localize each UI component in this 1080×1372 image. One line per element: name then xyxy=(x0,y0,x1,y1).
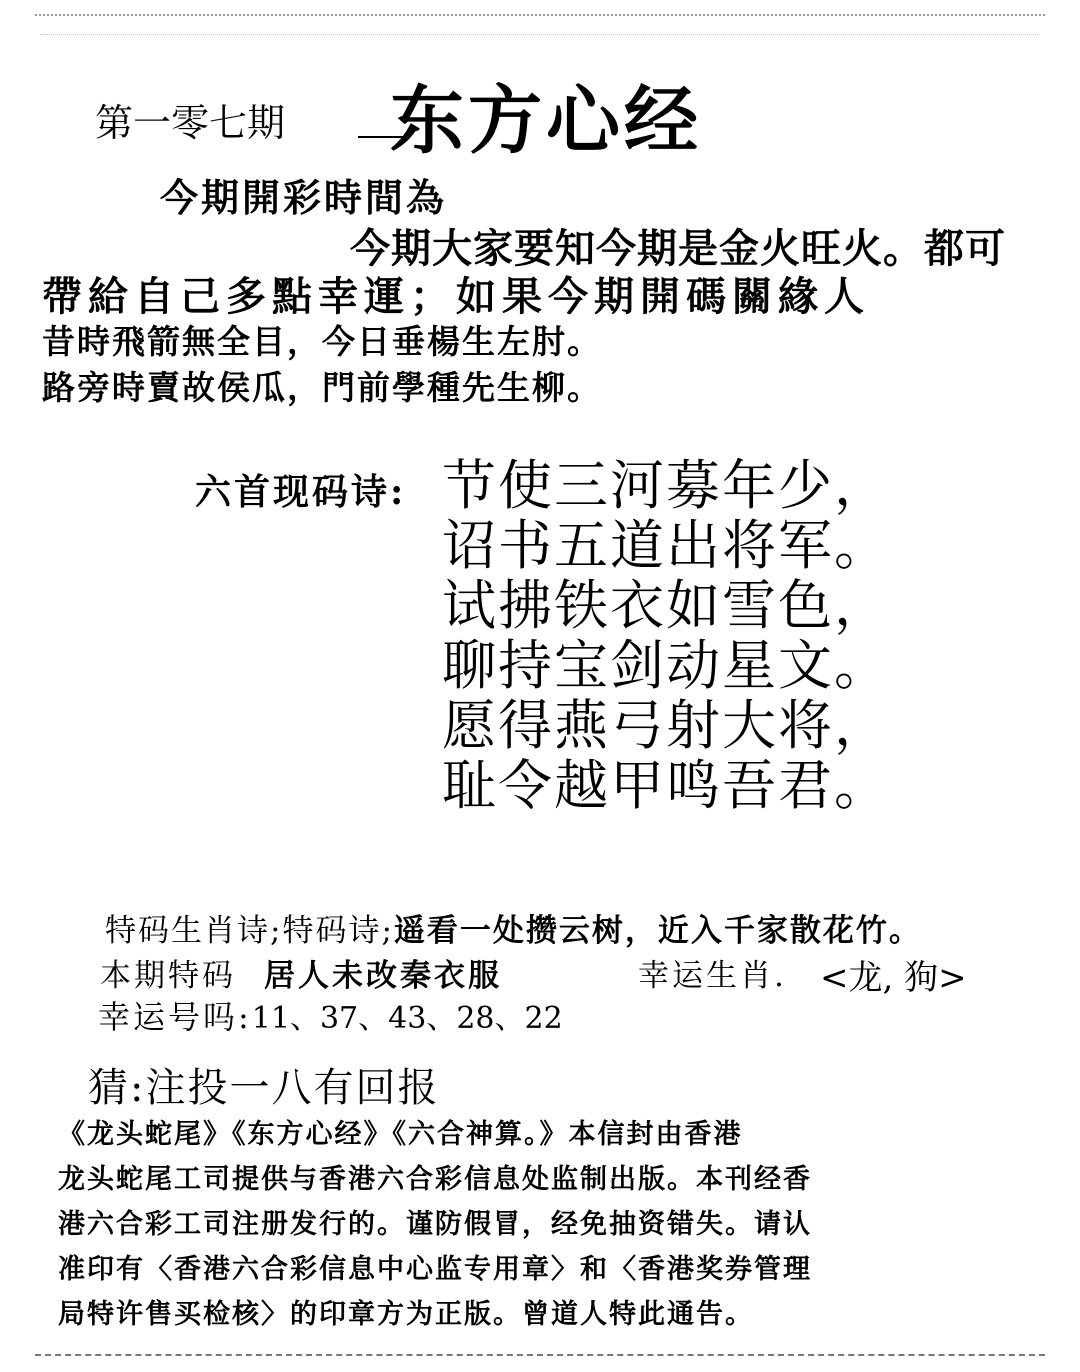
poem-lines xyxy=(442,456,890,816)
poem-line: 节使三河募年少， xyxy=(442,454,890,517)
poem-line: 愿得燕弓射大将， xyxy=(442,694,890,757)
footer-line: 准印有〈香港六合彩信息中心监专用章〉和〈香港奖券管理 xyxy=(58,1254,812,1285)
special-code-text: 居人未改秦衣服 xyxy=(264,958,502,994)
poem-line: 聊持宝剑动星文。 xyxy=(442,634,890,697)
special-zodiac-text: 遥看一处攒云树，近入千家散花竹。 xyxy=(393,913,922,949)
lucky-numbers-line xyxy=(98,992,563,1038)
issue-number: 第一零七期 xyxy=(95,101,286,145)
poem-line: 耻令越甲鸣吾君。 xyxy=(442,754,890,817)
lucky-numbers-label: 幸运号吗: xyxy=(98,998,252,1036)
draw-time-line: 今期開彩時間為 xyxy=(160,175,448,220)
footer-line: 《龙头蛇尾》《东方心经》《六合神算。》本信封由香港 xyxy=(58,1119,743,1150)
special-code-label: 本期特码 xyxy=(100,958,236,994)
footer-line: 局特许售买检核〉的印章方为正版。曾道人特此通告。 xyxy=(58,1299,754,1330)
footer-line: 龙头蛇尾工司提供与香港六合彩信息处监制出版。本刊经香 xyxy=(58,1164,812,1195)
footer-notice xyxy=(58,1112,1038,1337)
special-zodiac-poem xyxy=(105,905,922,950)
top-dotted-rule xyxy=(35,14,1045,16)
footer-line: 港六合彩工司注册发行的。谨防假冒，经免抽资错失。请认 xyxy=(58,1209,812,1240)
intro-poem-line-1: 昔時飛箭無全目，今日垂楊生左肘。 xyxy=(42,322,602,361)
lucky-zodiac-value: <龙, 狗> xyxy=(820,958,967,998)
intro-poem-line-2: 路旁時賣故侯瓜，門前學種先生柳。 xyxy=(42,368,602,407)
top-dotted-rule-secondary xyxy=(40,34,1040,35)
special-zodiac-label: 特码生肖诗;特码诗; xyxy=(105,913,394,949)
special-code-line xyxy=(100,950,502,995)
poem-line: 试拂铁衣如雪色， xyxy=(442,574,890,637)
poem-line: 诏书五道出将军。 xyxy=(442,514,890,577)
bottom-dashed-rule xyxy=(35,1354,1045,1356)
lucky-numbers-values: 11、37、43、28、22 xyxy=(251,1001,563,1036)
poem-label: 六首现码诗: xyxy=(195,471,407,513)
page-title: 东方心经 xyxy=(390,78,702,164)
intro-text-line-2: 帶給自己多點幸運；如果今期開碼關緣人 xyxy=(42,273,870,320)
guess-line: 猜:注投一八有回报 xyxy=(88,1065,440,1111)
intro-text-line-1: 今期大家要知今期是金火旺火。都可 xyxy=(350,225,1006,272)
lucky-zodiac-label: 幸运生肖. xyxy=(638,958,787,994)
